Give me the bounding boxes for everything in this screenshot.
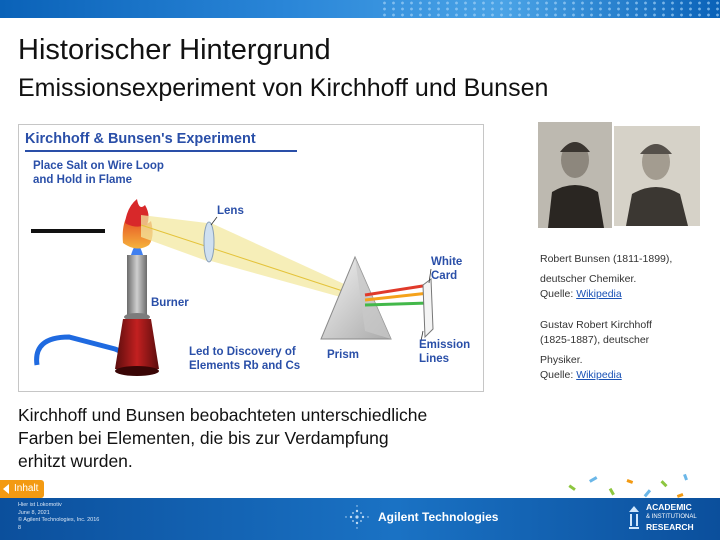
white-card-line-1: White <box>431 256 463 268</box>
white-card <box>423 279 433 337</box>
academic-icon <box>628 504 640 532</box>
footer-meta <box>18 502 99 532</box>
discovery-label <box>189 345 300 373</box>
emission-line-green <box>365 303 429 305</box>
footer-page-number: 8 <box>18 524 22 531</box>
bunsen-source <box>540 287 710 302</box>
slide-title: Historischer Hintergrund <box>18 34 331 66</box>
wire-loop <box>31 229 105 233</box>
agilent-logo-text: Agilent Technologies <box>378 510 499 524</box>
diagram-heading-underline <box>25 150 297 152</box>
scientist-portraits <box>538 122 700 228</box>
lens-label: Lens <box>217 205 244 217</box>
portrait-photos <box>538 122 700 228</box>
light-beam-out <box>211 223 355 301</box>
source-label: Quelle: <box>540 288 577 300</box>
emission-label <box>419 338 470 366</box>
kirchhoff-caption-line-1: Gustav Robert Kirchhoff <box>540 319 652 331</box>
body-paragraph <box>18 404 518 473</box>
footer-meta-line-1: Hier ist Lokomotiv <box>18 502 62 508</box>
discovery-line-1: Led to Discovery of <box>189 346 296 358</box>
body-line-1: Kirchhoff und Bunsen beobachteten unterschiedliche <box>18 405 428 425</box>
burner-label: Burner <box>151 297 189 309</box>
emission-line-2: Lines <box>419 353 450 365</box>
bunsen-caption <box>540 252 710 302</box>
white-card-line-2: Card <box>431 270 458 282</box>
leader-lens <box>211 217 217 225</box>
step-label <box>33 159 164 187</box>
inhalt-nav-button[interactable]: Inhalt <box>0 480 44 498</box>
kirchhoff-caption-line-2: (1825-1887), deutscher <box>540 334 650 346</box>
body-line-3: erhitzt wurden. <box>18 451 133 471</box>
kirchhoff-wikipedia-link[interactable]: Wikipedia <box>576 369 622 381</box>
beam-ray <box>141 225 355 295</box>
kirchhoff-source <box>540 368 710 383</box>
discovery-line-2: Elements Rb and Cs <box>189 360 301 372</box>
prism-label: Prism <box>327 349 359 361</box>
top-header-bar <box>0 0 720 18</box>
bunsen-caption-line-2: deutscher Chemiker. <box>540 273 637 285</box>
footer-starburst <box>0 498 720 540</box>
footer-meta-line-2: June 8, 2021 <box>18 509 50 516</box>
experiment-diagram <box>18 124 484 392</box>
academic-line-1: ACADEMIC <box>646 502 692 512</box>
body-line-2: Farben bei Elementen, die bis zur Verdampfung <box>18 428 389 448</box>
academic-research-logo <box>646 502 697 532</box>
academic-line-3: RESEARCH <box>646 522 694 532</box>
footer-bar <box>0 498 720 540</box>
burner-base <box>115 319 159 369</box>
source-label: Quelle: <box>540 369 577 381</box>
burner-foot <box>115 366 159 376</box>
lens <box>204 222 214 262</box>
header-dot-pattern <box>380 0 720 18</box>
footer-meta-line-3: © Agilent Technologies, Inc. 2016 <box>18 517 100 524</box>
kirchhoff-caption <box>540 318 710 383</box>
emission-line-1: Emission <box>419 339 471 351</box>
white-card-label <box>431 255 462 283</box>
bunsen-wikipedia-link[interactable]: Wikipedia <box>576 288 622 300</box>
kirchhoff-caption-line-3: Physiker. <box>540 354 583 366</box>
diagram-heading: Kirchhoff & Bunsen's Experiment <box>25 131 256 147</box>
burner-tube <box>127 255 147 317</box>
bunsen-caption-line-1: Robert Bunsen (1811-1899), <box>540 253 673 265</box>
light-beam-in <box>141 215 207 261</box>
academic-line-2: & INSTITUTIONAL <box>646 514 697 520</box>
step-line-2: and Hold in Flame <box>33 174 133 186</box>
step-line-1: Place Salt on Wire Loop <box>33 160 164 172</box>
slide-subtitle: Emissionsexperiment von Kirchhoff und Bunsen <box>18 74 549 102</box>
